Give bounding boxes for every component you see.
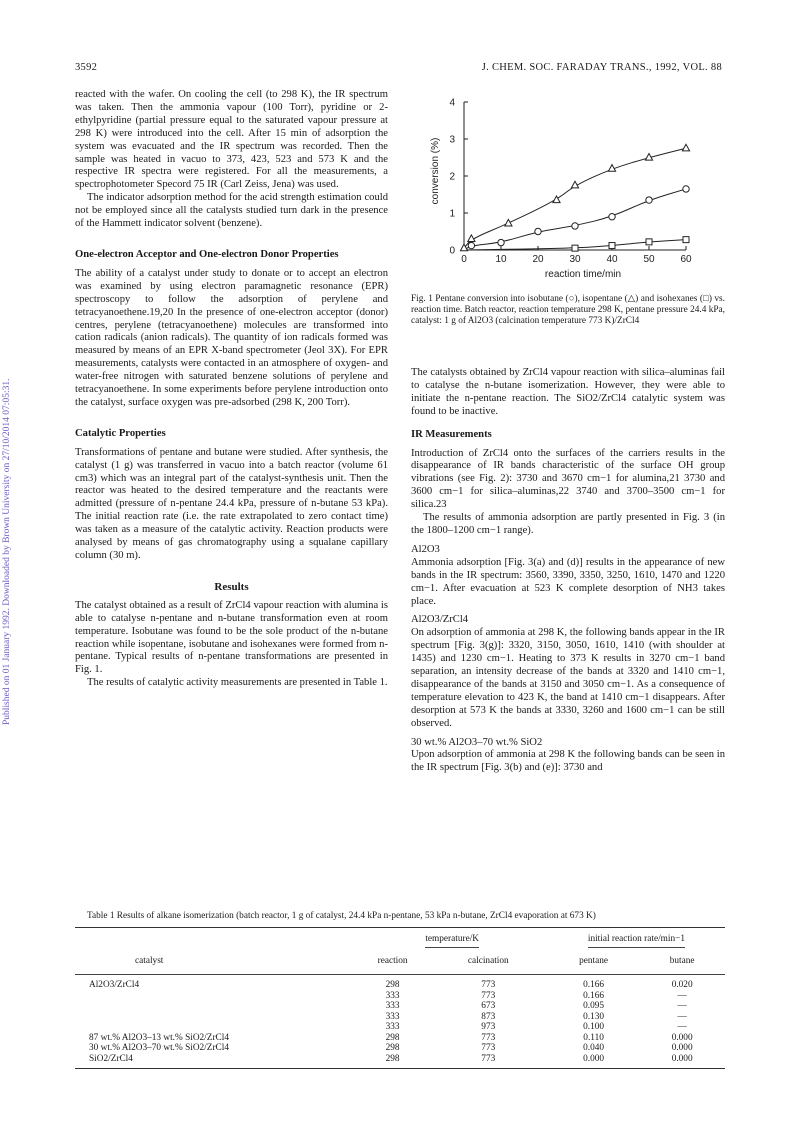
table-row xyxy=(75,1012,725,1023)
y-tick-label: 4 xyxy=(449,97,455,109)
right-column xyxy=(411,367,725,775)
cell-calcination: 773 xyxy=(481,1043,496,1053)
y-tick-label: 0 xyxy=(449,245,455,257)
cell-reaction: 298 xyxy=(385,980,400,990)
column-header-calcination: calcination xyxy=(467,955,509,966)
cell-pentane: 0.166 xyxy=(583,990,605,1001)
running-head: J. CHEM. SOC. FARADAY TRANS., 1992, VOL. 88 xyxy=(481,62,722,73)
cell-catalyst: 87 wt.% Al2O3–13 wt.% SiO2/ZrCl4 xyxy=(89,1032,229,1043)
column-header-pentane: pentane xyxy=(579,955,609,966)
cell-pentane: 0.130 xyxy=(583,1011,605,1022)
table-row xyxy=(75,1033,725,1044)
cell-butane: 0.020 xyxy=(671,980,693,990)
results-table xyxy=(75,927,725,1069)
cell-catalyst xyxy=(75,991,356,1002)
cell-reaction: 298 xyxy=(385,1043,400,1053)
cell-pentane: 0.100 xyxy=(583,1022,605,1032)
cell-butane: — xyxy=(677,1011,687,1022)
y-axis-label: conversion (%) xyxy=(430,137,441,205)
paragraph: Upon adsorption of ammonia at 298 K the following bands can be seen in the IR spectrum [Fig. 3(b) and (e)]: 3730 and xyxy=(411,749,725,774)
table-caption: Table 1 Results of alkane isomerization (batch reactor, 1 g of catalyst, 24.4 kPa n-pentane, 53 kPa n-butane, ZrCl4 evaporation at 673 K) xyxy=(87,911,596,921)
cell-pentane: 0.166 xyxy=(583,980,605,990)
cell-reaction: 333 xyxy=(385,1022,400,1032)
cell-butane: — xyxy=(677,1001,687,1011)
cell-butane: — xyxy=(677,990,687,1001)
cell-pentane: 0.095 xyxy=(583,1001,605,1011)
group-header-temperature: temperature/K xyxy=(356,928,547,948)
data-point-circle xyxy=(572,223,578,229)
figure-caption: Fig. 1 Pentane conversion into isobutane (○), isopentane (△) and isohexanes (□) vs. reaction time. Batch reactor, reaction temperature 298 K, pentane pressure 24.4 kPa, catalyst: 1 g of Al2O3 (calcination temperature 773 K)/ZrCl4 xyxy=(411,294,725,327)
cell-butane: 0.000 xyxy=(671,1043,693,1053)
y-tick-label: 1 xyxy=(449,208,455,220)
cell-butane: 0.000 xyxy=(671,1032,693,1043)
data-point-circle xyxy=(683,186,689,192)
table-row xyxy=(75,991,725,1002)
cell-reaction: 333 xyxy=(385,990,400,1001)
x-tick-label: 60 xyxy=(680,254,692,265)
data-point-square xyxy=(572,245,578,251)
x-tick-label: 20 xyxy=(532,254,544,265)
data-point-circle xyxy=(498,239,504,245)
data-point-triangle xyxy=(505,219,512,226)
left-column xyxy=(75,89,388,690)
cell-catalyst xyxy=(75,1001,356,1012)
download-watermark: Published on 01 January 1992. Downloaded by Brown University on 27/10/2014 07:05:31. xyxy=(2,378,12,725)
paragraph: Introduction of ZrCl4 onto the surfaces of the carriers results in the disappearance of IR bands characteristic of the surface OH group vibrations (see Fig. 2): 3730 and 3670 cm−1 for alumina,21 3730 and 3600 cm−1 for silica–aluminas,22 3740 and 3700–3500 cm−1 for silica.23 xyxy=(411,447,725,511)
data-point-square xyxy=(609,243,615,249)
cell-calcination: 973 xyxy=(481,1022,496,1032)
cell-reaction: 298 xyxy=(385,1032,400,1043)
cell-catalyst: Al2O3/ZrCl4 xyxy=(89,980,140,990)
cell-catalyst xyxy=(75,1012,356,1023)
section-heading: Catalytic Properties xyxy=(75,427,166,439)
paragraph: The results of catalytic activity measurements are presented in Table 1. xyxy=(87,677,388,689)
table-1 xyxy=(75,911,725,1069)
table-row xyxy=(75,1043,725,1054)
cell-calcination: 773 xyxy=(481,990,496,1001)
y-tick-label: 3 xyxy=(449,134,455,146)
data-point-triangle xyxy=(682,144,689,151)
section-heading: Results xyxy=(214,580,249,593)
x-axis-label: reaction time/min xyxy=(544,269,622,280)
column-header-butane: butane xyxy=(669,955,695,966)
cell-catalyst xyxy=(75,1022,356,1033)
paragraph: The catalyst obtained as a result of ZrCl4 vapour reaction with alumina is able to catalyse n-pentane and n-butane transformation even at room temperature. Isobutane was found to be the sole product of the n-butane reaction while isopentane, isobutane and isohexanes were formed from n-pentane. Typical results of n-pentane transformations are presented in Fig. 1. xyxy=(75,599,388,676)
cell-calcination: 773 xyxy=(481,980,496,990)
data-point-square xyxy=(683,237,689,243)
table-row xyxy=(75,1022,725,1033)
subsection-heading: 30 wt.% Al2O3–70 wt.% SiO2 xyxy=(411,736,543,748)
paragraph: The indicator adsorption method for the acid strength estimation could not be employed since all the catalysts studied turn dark in the presence of the Hammett indicator solvent (benzene). xyxy=(75,192,388,230)
cell-catalyst: 30 wt.% Al2O3–70 wt.% SiO2/ZrCl4 xyxy=(89,1043,229,1053)
cell-calcination: 773 xyxy=(481,1032,496,1043)
section-heading: One-electron Acceptor and One-electron Donor Properties xyxy=(75,248,339,260)
paragraph: On adsorption of ammonia at 298 K, the following bands appear in the IR spectrum [Fig. 3(g)]: 3320, 3150, 3050, 1610, 1410 (with shoulder at 1435) and 1230 cm−1. Heating to 373 K results in 3270 cm−1 band separation, an intensity decrease of the bands at 3320 and 1410 cm−1, disappearance of the bands at 3150 and 3050 cm−1. As a consequence of temperature elevation to 423 K, the band at 1410 cm−1 disappears. After desorption at 573 K the bands at 3330, 3260 and 1600 cm−1 can be still observed. xyxy=(411,627,725,729)
y-tick-label: 2 xyxy=(449,171,455,183)
section-heading: IR Measurements xyxy=(411,428,492,440)
data-point-circle xyxy=(609,214,615,220)
cell-reaction: 298 xyxy=(385,1053,400,1064)
cell-reaction: 333 xyxy=(385,1011,400,1022)
cell-butane: — xyxy=(677,1022,687,1032)
cell-calcination: 673 xyxy=(481,1001,496,1011)
cell-butane: 0.000 xyxy=(671,1053,693,1064)
plot-area xyxy=(430,98,692,281)
paragraph: The results of ammonia adsorption are partly presented in Fig. 3 (in the 1800–1200 cm−1 range). xyxy=(411,512,725,536)
table-row xyxy=(75,1001,725,1012)
data-point-circle xyxy=(535,228,541,234)
data-point-square xyxy=(646,239,652,245)
x-tick-label: 10 xyxy=(495,254,507,265)
group-header-rate: initial reaction rate/min−1 xyxy=(548,928,725,948)
x-tick-label: 30 xyxy=(569,254,581,265)
subsection-heading: Al2O3/ZrCl4 xyxy=(411,614,469,626)
x-tick-label: 40 xyxy=(606,254,618,265)
cell-reaction: 333 xyxy=(385,1001,400,1011)
subsection-heading: Al2O3 xyxy=(411,543,440,555)
paragraph: The ability of a catalyst under study to donate or to accept an electron was examined by using electron paramagnetic resonance (EPR) spectroscopy to follow the adsorption of perylene and tetracyanoethene.19,20 In the presence of one-electron acceptor (donor) centres, perylene (tetracyanoethene) molecules are transformed into cation radicals (anion radicals). The quantity of ion radicals formed was measured by means of an EPR X-band spectrometer (Jeol 3X). For EPR measurements, catalysts were contacted in an atmosphere of oxygen- and water-free nitrogen with saturated benzene solutions of perylene and tetracyanoethene. In some experiments before perylene introduction onto the catalyst, surface oxygen was pre-adsorbed (298 K, 200 Torr). xyxy=(75,267,388,408)
data-point-circle xyxy=(646,197,652,203)
data-point-circle xyxy=(468,242,474,248)
table-row xyxy=(75,975,725,991)
cell-pentane: 0.000 xyxy=(583,1053,605,1064)
column-header-catalyst: catalyst xyxy=(135,955,164,966)
page-number: 3592 xyxy=(75,62,98,73)
cell-pentane: 0.040 xyxy=(583,1043,605,1053)
column-header-reaction: reaction xyxy=(377,955,408,966)
paragraph: Ammonia adsorption [Fig. 3(a) and (d)] results in the appearance of new bands in the IR spectrum: 3560, 3390, 3350, 3250, 1610, 1470 and 1220 cm−1. After evacuation at 523 K complete desorption of NH3 takes place. xyxy=(411,556,725,607)
cell-calcination: 773 xyxy=(481,1053,496,1064)
table-row xyxy=(75,1054,725,1069)
x-tick-label: 50 xyxy=(643,254,655,265)
figure-1-chart xyxy=(412,90,726,290)
paragraph: The catalysts obtained by ZrCl4 vapour reaction with silica–aluminas fail to catalyse the n-butane isomerization. However, they were able to initiate the n-pentane reaction. The SiO2/ZrCl4 catalytic system was found to be inactive. xyxy=(411,367,725,417)
paragraph: Transformations of pentane and butane were studied. After synthesis, the catalyst (1 g) was transferred in vacuo into a batch reactor (volume 61 cm3) which was an integral part of the catalyst-synthesis unit. Then the reactor was heated to the desired temperature and the reactants were admitted (pressure of n-pentane 24.4 kPa, pressure of n-butane 53 kPa). The initial reaction rate (i.e. the rate extrapolated to zero contact time) was taken as a measure of the catalytic activity. Reaction products were analysed by means of gas chromatography using a squalane capillary column (30 m). xyxy=(75,446,388,561)
series-line-circle xyxy=(464,189,686,250)
cell-pentane: 0.110 xyxy=(583,1032,604,1043)
cell-calcination: 873 xyxy=(481,1011,496,1022)
cell-catalyst: SiO2/ZrCl4 xyxy=(89,1053,133,1064)
paragraph: reacted with the wafer. On cooling the cell (to 298 K), the IR spectrum was taken. Then the ammonia vapour (100 Torr), pyridine or 2-ethylpyridine (partial pressure equal to the saturated vapour pressure at 298 K) were introduced into the cell. After 15 min of adsorption the system was evacuated and the IR spectrum was recorded. Then the sample was heated in vacuo to 373, 423, 523 and 573 K and the respective IR spectra were registered. For all the measurements, a spectrophotometer Specord 75 IR (Carl Zeiss, Jena) was used. xyxy=(75,89,388,191)
data-point-triangle xyxy=(468,235,475,242)
x-tick-label: 0 xyxy=(461,254,467,265)
